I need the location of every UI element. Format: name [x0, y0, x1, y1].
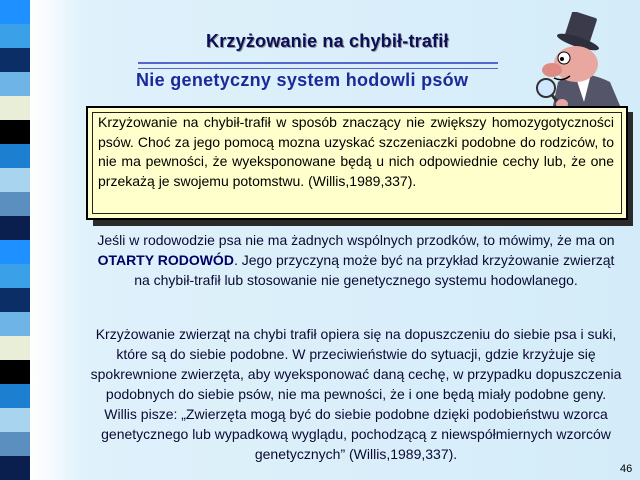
- stripe-band: [0, 0, 30, 24]
- decorative-stripe: [0, 0, 70, 480]
- stripe-band: [0, 24, 30, 48]
- stripe-band: [0, 456, 30, 480]
- stripe-band: [0, 312, 30, 336]
- title-underline: [138, 62, 498, 69]
- stripe-band: [0, 384, 30, 408]
- stripe-band: [0, 408, 30, 432]
- page-number: 46: [620, 463, 633, 475]
- stripe-band: [0, 288, 30, 312]
- slide-subtitle: Nie genetyczny system hodowli psów: [136, 70, 469, 90]
- stripe-band: [0, 432, 30, 456]
- stripe-band: [0, 192, 30, 216]
- slide-title: Krzyżowanie na chybił-trafił: [206, 31, 449, 51]
- stripe-band: [0, 144, 30, 168]
- paragraph1-rest: . Jego przyczyną może być na przykład krzyżowanie zwierząt na chybił-trafił lub stosowanie nie genetycznego systemu hodowlanego.: [134, 252, 615, 288]
- stripe-band: [0, 72, 30, 96]
- stripe-fade: [30, 0, 70, 480]
- stripe-band: [0, 360, 30, 384]
- paragraph1-lead: Jeśli w rodowodzie psa nie ma żadnych wspólnych przodków, to mówimy, że ma on: [97, 232, 615, 248]
- paragraph-open-pedigree: [88, 230, 624, 290]
- stripe-band: [0, 264, 30, 288]
- stripe-band: [0, 216, 30, 240]
- stripe-band: [0, 120, 30, 144]
- stripe-band: [0, 240, 30, 264]
- stripe-band: [0, 96, 30, 120]
- paragraph-random-breeding: Krzyżowanie zwierząt na chybi trafił opiera się na dopuszczeniu do siebie psa i suki, które są do siebie podobne. W przeciwieństwie do sytuacji, gdzie krzyżuje się spokrewnione zwierzęta, aby wyeksponować daną cechę, w przypadku dopuszczenia podobnych do siebie psów, nie ma pewności, że i one będą miały podobne geny. Willis pisze: „Zwierzęta mogą być do siebie podobne dzięki podobieństwu wzorca genetycznego lub wypadkową wyglądu, pochodzącą z niewspółmiernych wzorców genetycznych” (Willis,1989,337).: [90, 326, 622, 462]
- quote-text: Krzyżowanie na chybił-trafił w sposób znaczący nie zwiększy homozygotyczności psów. Choć za jego pomocą mozna uzyskać szczeniaczki podobne do rodziców, to nie ma pewności, że wyeksponowane będą u nich odpowiednie cechy lub, że one przekażą je swojemu potomstwu. (Willis,1989,337).: [98, 114, 614, 189]
- stripe-band: [0, 336, 30, 360]
- open-pedigree-term: OTARTY RODOWÓD: [97, 252, 234, 268]
- stripe-band: [0, 48, 30, 72]
- stripe-band: [0, 168, 30, 192]
